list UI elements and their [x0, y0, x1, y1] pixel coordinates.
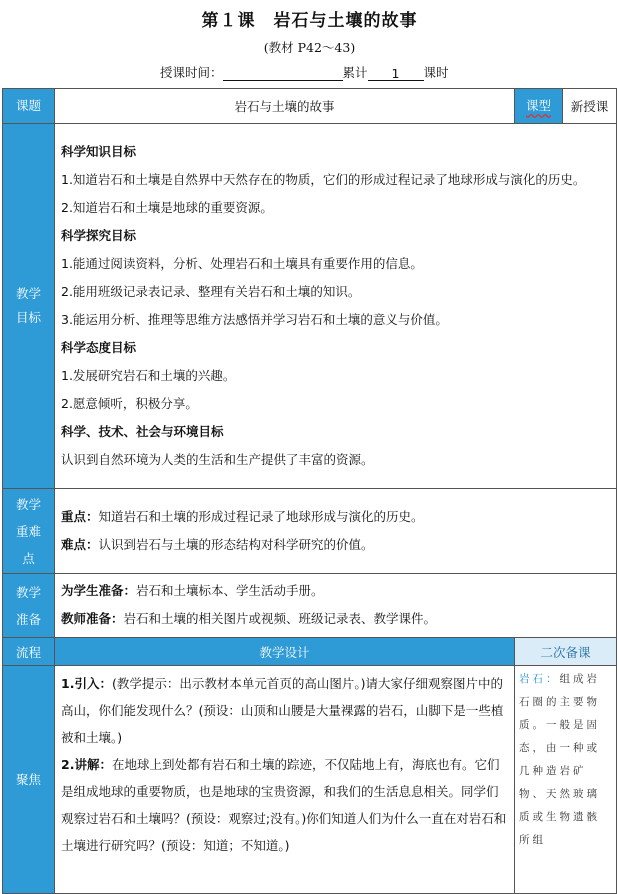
- key-points-content: [55, 489, 617, 574]
- goal-item: 2.能用班级记录表记录、整理有关岩石和土壤的知识。: [61, 283, 361, 299]
- goal-item: 2.知道岩石和土壤是地球的重要资源。: [61, 199, 273, 215]
- prep-content: [55, 574, 617, 638]
- goals-content: [55, 124, 617, 489]
- focus-content: [55, 666, 515, 894]
- goals-label: 教学 目标: [3, 124, 55, 489]
- flow-header-row: [3, 638, 617, 666]
- flow-header-design: 教学设计: [55, 638, 515, 666]
- note-term: 岩石：: [519, 673, 560, 685]
- goal-heading-stse: 科学、技术、社会与环境目标: [61, 423, 224, 439]
- goal-heading-knowledge: 科学知识目标: [61, 143, 137, 159]
- key-points-label: 教学 重难 点: [3, 489, 55, 574]
- difficult-point: 难点：认识到岩石与土壤的形态结构对科学研究的价值。: [61, 536, 374, 552]
- cumulative-blank[interactable]: 1: [368, 66, 424, 81]
- goal-item: 3.能运用分析、推理等思维方法感悟并学习岩石和土壤的意义与价值。: [61, 311, 448, 327]
- intro-paragraph: 1.引入：(教学提示：出示教材本单元首页的高山图片。)请大家仔细观察图片中的高山，你们能发现什么？(预设：山顶和山腰是大量裸露的岩石，山脚下是一些植被和土壤。): [61, 676, 504, 745]
- lesson-type-label: 课型: [515, 89, 563, 124]
- hours-label: 课时: [423, 65, 449, 80]
- key-point: 重点：知道岩石和土壤的形成过程记录了地球形成与演化的历史。: [61, 508, 424, 524]
- lesson-plan-table: [2, 88, 617, 894]
- goal-item: 1.能通过阅读资料，分析、处理岩石和土壤具有重要作用的信息。: [61, 255, 423, 271]
- lesson-title: 第１课 岩石与土壤的故事: [201, 11, 418, 31]
- teacher-prep: 教师准备：岩石和土壤的相关图片或视频、班级记录表、教学课件。: [61, 611, 437, 626]
- time-label: 授课时间：: [160, 65, 223, 80]
- prep-row: [3, 574, 617, 638]
- focus-label: 聚焦: [3, 666, 55, 894]
- flow-header-process: 流程: [3, 638, 55, 666]
- topic-label: 课题: [3, 89, 55, 124]
- goal-item: 1.发展研究岩石和土壤的兴趣。: [61, 367, 236, 383]
- topic-row: [3, 89, 617, 124]
- key-points-row: [3, 489, 617, 574]
- goals-row: [3, 124, 617, 489]
- lesson-type-value: 新授课: [563, 89, 617, 124]
- textbook-pages: (教材 P42～43): [263, 40, 356, 55]
- cumulative-label: 累计: [342, 65, 368, 80]
- goal-heading-inquiry: 科学探究目标: [61, 227, 137, 243]
- flow-header-revision: 二次备课: [515, 638, 617, 666]
- topic-value: 岩石与土壤的故事: [55, 89, 515, 124]
- explain-paragraph: 2.讲解：在地球上到处都有岩石和土壤的踪迹，不仅陆地上有，海底也有。它们是组成地球的重要物质，也是地球的宝贵资源，和我们的生活息息相关。同学们观察过岩石和土壤吗？(预设：观察过;没有。)你们知道人们为什么一直在对岩石和土壤进行研究吗？(预设：知道；不知道。): [61, 757, 507, 853]
- note-text: 组成岩石圈的主要物质。一般是固态，由一种或几种造岩矿物、天然玻璃质或生物遗骸所组: [519, 673, 600, 846]
- goal-heading-attitude: 科学态度目标: [61, 339, 137, 355]
- goal-item: 1.知道岩石和土壤是自然界中天然存在的物质，它们的形成过程记录了地球形成与演化的历史。: [61, 171, 586, 187]
- student-prep: 为学生准备：岩石和土壤标本、学生活动手册。: [61, 583, 324, 598]
- schedule-line: [160, 63, 449, 81]
- time-blank[interactable]: [223, 66, 343, 81]
- revision-note[interactable]: [515, 666, 617, 894]
- focus-row: [3, 666, 617, 894]
- goal-item: 认识到自然环境为人类的生活和生产提供了丰富的资源。: [61, 451, 374, 467]
- goal-item: 2.愿意倾听，积极分享。: [61, 395, 198, 411]
- prep-label: 教学 准备: [3, 574, 55, 638]
